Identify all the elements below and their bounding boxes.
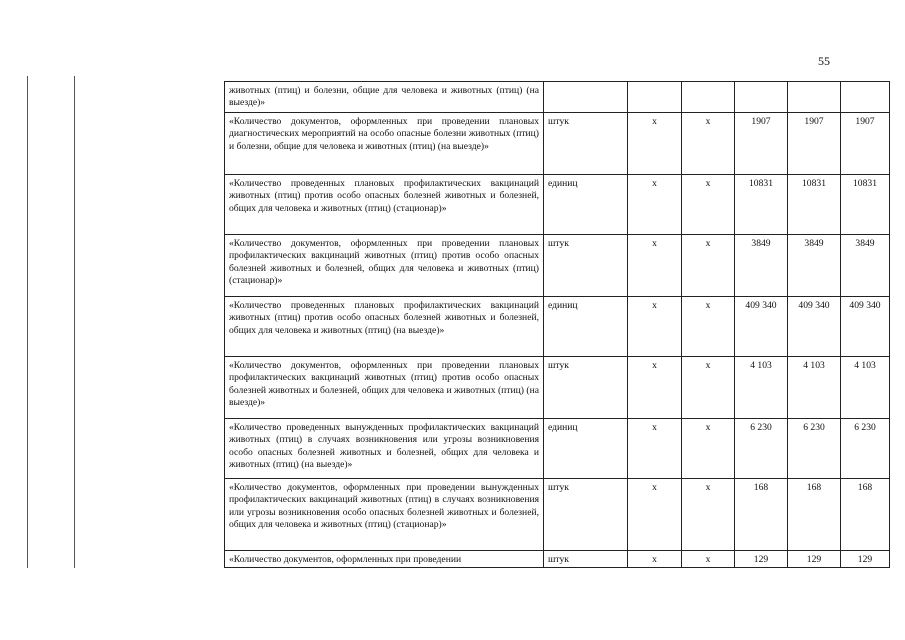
unit-cell	[544, 82, 628, 113]
value-cell: х	[682, 357, 735, 419]
indicators-table	[224, 81, 890, 568]
table-row	[225, 175, 890, 235]
value-cell: 6 230	[841, 419, 890, 479]
unit-cell: штук	[544, 479, 628, 551]
value-cell: 168	[788, 479, 841, 551]
table-row	[225, 551, 890, 568]
value-cell: 10831	[735, 175, 788, 235]
value-cell: х	[628, 113, 682, 175]
value-cell: 129	[788, 551, 841, 568]
value-cell: 6 230	[735, 419, 788, 479]
value-cell: х	[628, 551, 682, 568]
value-cell: 168	[841, 479, 890, 551]
margin-line-right	[74, 76, 75, 568]
page-number: 55	[818, 54, 830, 68]
value-cell	[788, 82, 841, 113]
value-cell: х	[682, 551, 735, 568]
table-row	[225, 113, 890, 175]
value-cell: х	[628, 479, 682, 551]
value-cell: 6 230	[788, 419, 841, 479]
value-cell: 4 103	[841, 357, 890, 419]
indicator-description: «Количество проведенных плановых профилактических вакцинаций животных (птиц) против особо опасных болезней животных и болезней, общих для человека и животных (птиц) (стационар)»	[225, 175, 544, 235]
value-cell: х	[682, 175, 735, 235]
value-cell: х	[628, 297, 682, 357]
value-cell: 4 103	[788, 357, 841, 419]
indicator-description: «Количество документов, оформленных при проведении плановых профилактических вакцинаций животных (птиц) против особо опасных болезней животных и болезней, общих для человека и животных (птиц) (стационар)»	[225, 235, 544, 297]
value-cell: 409 340	[788, 297, 841, 357]
value-cell: 168	[735, 479, 788, 551]
value-cell: 10831	[841, 175, 890, 235]
value-cell	[735, 82, 788, 113]
indicator-description: животных (птиц) и болезни, общие для человека и животных (птиц) (на выезде)»	[225, 82, 544, 113]
value-cell: 409 340	[841, 297, 890, 357]
value-cell: 409 340	[735, 297, 788, 357]
table-row	[225, 82, 890, 113]
value-cell	[682, 82, 735, 113]
value-cell: х	[628, 419, 682, 479]
indicator-description: «Количество проведенных вынужденных профилактических вакцинаций животных (птиц) в случаях возникновения или угрозы возникновения особо опасных болезней животных и болезней, общих для человека и животных (птиц) (на выезде)»	[225, 419, 544, 479]
value-cell: х	[682, 113, 735, 175]
unit-cell: единиц	[544, 419, 628, 479]
value-cell: х	[682, 419, 735, 479]
indicator-description: «Количество документов, оформленных при проведении вынужденных профилактических вакцинаций животных (птиц) в случаях возникновения или угрозы возникновения особо опасных болезней животных и болезней, общих для человека и животных (птиц) (стационар)»	[225, 479, 544, 551]
indicator-description: «Количество документов, оформленных при проведении	[225, 551, 544, 568]
indicator-description: «Количество документов, оформленных при проведении плановых профилактических вакцинаций животных (птиц) против особо опасных болезней животных и болезней, общих для человека и животных (птиц) (на выезде)»	[225, 357, 544, 419]
unit-cell: штук	[544, 357, 628, 419]
value-cell: 3849	[841, 235, 890, 297]
value-cell: 1907	[735, 113, 788, 175]
table-row	[225, 357, 890, 419]
value-cell: х	[682, 479, 735, 551]
value-cell: 10831	[788, 175, 841, 235]
value-cell: х	[682, 235, 735, 297]
unit-cell: штук	[544, 235, 628, 297]
value-cell: 3849	[735, 235, 788, 297]
value-cell: 1907	[841, 113, 890, 175]
unit-cell: штук	[544, 113, 628, 175]
value-cell: 129	[735, 551, 788, 568]
value-cell	[841, 82, 890, 113]
table-row	[225, 297, 890, 357]
value-cell: 3849	[788, 235, 841, 297]
unit-cell: единиц	[544, 175, 628, 235]
table-row	[225, 235, 890, 297]
table-row	[225, 479, 890, 551]
value-cell: х	[628, 357, 682, 419]
indicator-description: «Количество документов, оформленных при проведении плановых диагностических мероприятий на особо опасные болезни животных (птиц) и болезни, общие для человека и животных (птиц) (на выезде)»	[225, 113, 544, 175]
value-cell: 129	[841, 551, 890, 568]
value-cell: 1907	[788, 113, 841, 175]
value-cell	[628, 82, 682, 113]
value-cell: х	[628, 235, 682, 297]
unit-cell: штук	[544, 551, 628, 568]
indicator-description: «Количество проведенных плановых профилактических вакцинаций животных (птиц) против особо опасных болезней животных и болезней, общих для человека и животных (птиц) (на выезде)»	[225, 297, 544, 357]
value-cell: х	[628, 175, 682, 235]
unit-cell: единиц	[544, 297, 628, 357]
margin-line-left	[27, 76, 28, 568]
value-cell: 4 103	[735, 357, 788, 419]
table-row	[225, 419, 890, 479]
value-cell: х	[682, 297, 735, 357]
